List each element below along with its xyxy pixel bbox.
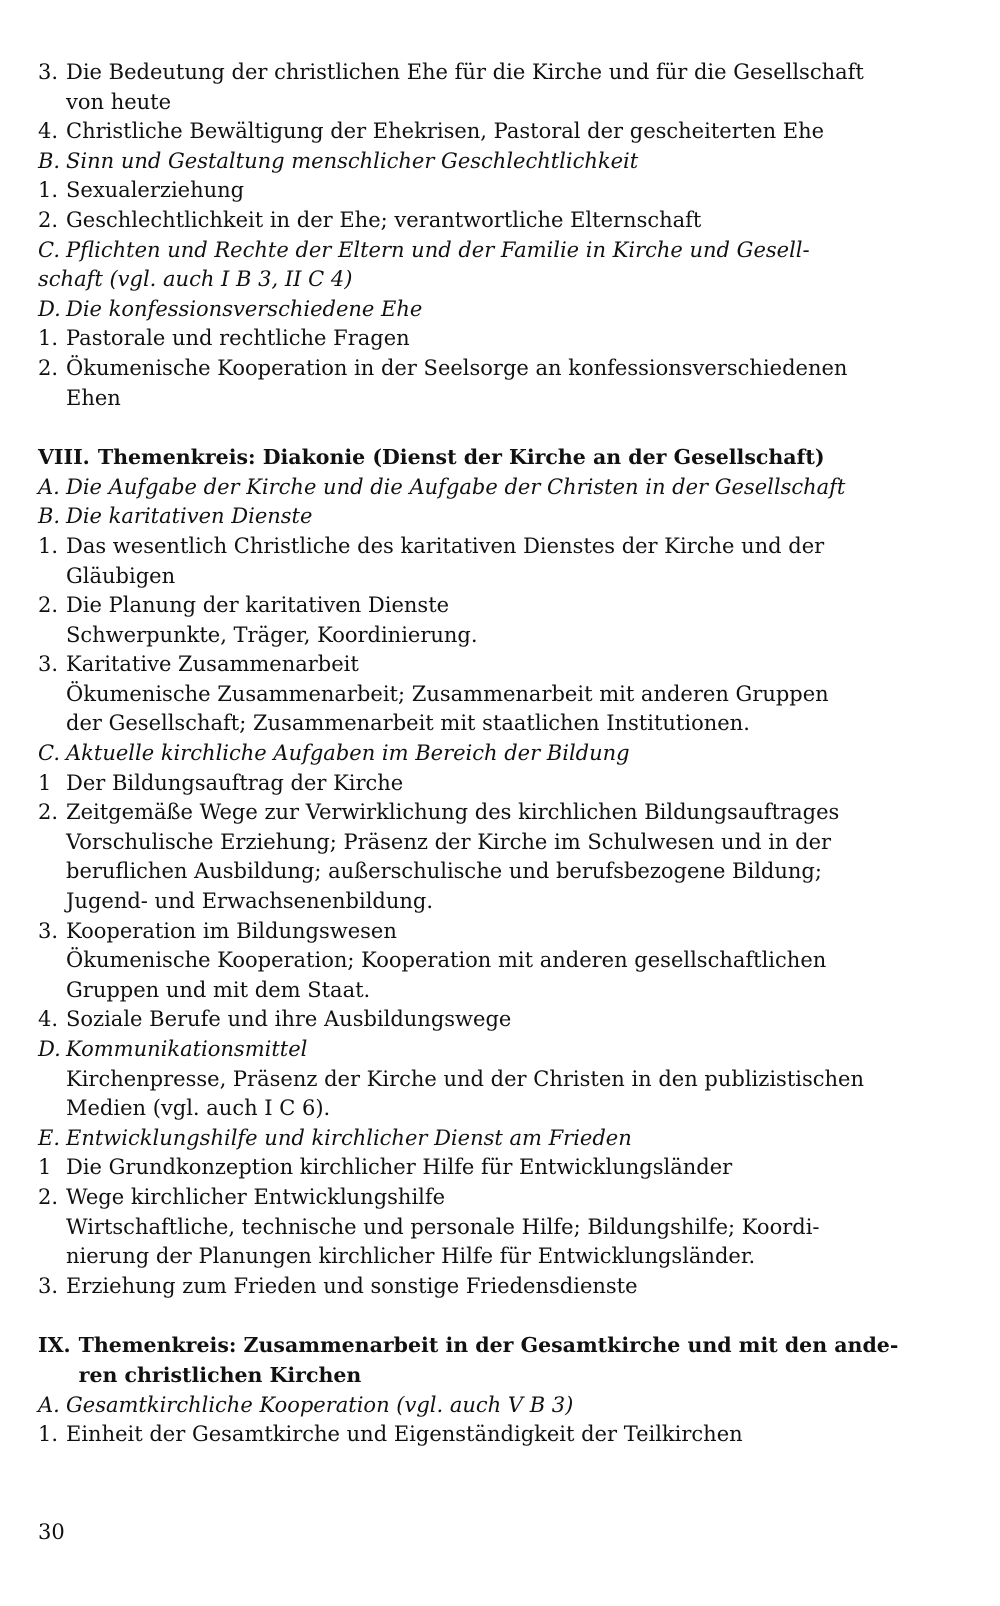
- text-line: Kirchenpresse, Präsenz der Kirche und der Christen in den publizistischen: [66, 1066, 864, 1091]
- section-title: Kommunikationsmittel: [66, 1037, 308, 1061]
- item-text: Soziale Berufe und ihre Ausbildungswege: [66, 1007, 512, 1032]
- item-number: 3.: [38, 60, 59, 84]
- text-line: Jugend- und Erwachsenenbildung.: [66, 889, 434, 914]
- text-line: Kooperation im Bildungswesen: [66, 918, 397, 943]
- list-item: [38, 176, 960, 206]
- item-text: Geschlechtlichkeit in der Ehe; verantwortliche Elternschaft: [66, 207, 702, 232]
- item-text: [66, 917, 960, 1006]
- text-line: ren christlichen Kirchen: [78, 1362, 362, 1387]
- list-item: [38, 354, 960, 413]
- section-letter: B.: [38, 148, 61, 173]
- section-body: [38, 1065, 960, 1124]
- text-line: Gruppen und mit dem Staat.: [66, 977, 371, 1002]
- section-title-continued: schaft (vgl. auch I B 3, II C 4): [38, 267, 353, 292]
- text-line: Wirtschaftliche, technische und personale Hilfe; Bildungshilfe; Koordi-: [66, 1214, 820, 1239]
- item-number: 1: [38, 770, 52, 795]
- list-item: [38, 206, 960, 236]
- section-heading: [38, 295, 960, 325]
- item-number: 2.: [38, 593, 59, 618]
- text-line: Schwerpunkte, Träger, Koordinierung.: [66, 622, 478, 647]
- list-item: [38, 58, 960, 117]
- chapter-number: VIII.: [38, 445, 90, 470]
- item-number: 2.: [38, 800, 59, 825]
- text-line: der Gesellschaft; Zusammenarbeit mit staatlichen Institutionen.: [66, 711, 750, 736]
- text-line: Ehen: [66, 385, 121, 410]
- section-letter: D.: [38, 1037, 61, 1061]
- list-item: [38, 769, 960, 799]
- item-number: 1.: [38, 533, 59, 558]
- section-letter: D.: [38, 296, 61, 321]
- list-item: [38, 324, 960, 354]
- list-item: [38, 1005, 960, 1035]
- item-text: Christliche Bewältigung der Ehekrisen, Pastoral der gescheiterten Ehe: [66, 119, 825, 144]
- page-number: 30: [38, 1520, 65, 1544]
- item-text: Erziehung zum Frieden und sonstige Friedensdienste: [66, 1273, 638, 1298]
- list-item: [38, 1272, 960, 1302]
- item-number: 3.: [38, 1273, 59, 1298]
- section-title: Die karitativen Dienste: [66, 504, 313, 529]
- text-line: Gläubigen: [66, 563, 176, 588]
- section-heading: [38, 147, 960, 177]
- list-item: [38, 591, 960, 650]
- item-number: 4.: [38, 119, 59, 144]
- list-item: [38, 1183, 960, 1272]
- item-text: Die Grundkonzeption kirchlicher Hilfe für Entwicklungsländer: [66, 1155, 733, 1180]
- list-item: [38, 117, 960, 147]
- section-heading: [38, 1124, 960, 1154]
- section-letter: E.: [38, 1125, 61, 1150]
- item-text: [66, 591, 960, 650]
- section-heading: [38, 1391, 960, 1421]
- text-line: beruflichen Ausbildung; außerschulische und berufsbezogene Bildung;: [66, 859, 822, 884]
- chapter-heading: [38, 443, 960, 473]
- item-text: [66, 532, 960, 591]
- item-number: 3.: [38, 918, 59, 943]
- text-line: Ökumenische Zusammenarbeit; Zusammenarbeit mit anderen Gruppen: [66, 681, 829, 706]
- item-text: Sexualerziehung: [66, 178, 245, 203]
- section-letter: A.: [38, 1392, 60, 1417]
- section-title: Die Aufgabe der Kirche und die Aufgabe der Christen in der Gesellschaft: [66, 474, 846, 499]
- list-item: [38, 532, 960, 591]
- item-number: 1.: [38, 326, 59, 351]
- item-text: Pastorale und rechtliche Fragen: [66, 326, 410, 351]
- text-line: Zeitgemäße Wege zur Verwirklichung des kirchlichen Bildungsauftrages: [66, 800, 840, 825]
- item-number: 2.: [38, 355, 59, 380]
- section-heading: [38, 739, 960, 769]
- item-text: [66, 798, 960, 916]
- item-number: 1.: [38, 178, 59, 203]
- text-line: Vorschulische Erziehung; Präsenz der Kirche im Schulwesen und in der: [66, 829, 832, 854]
- item-text: [66, 1183, 960, 1272]
- section-letter: B.: [38, 504, 61, 529]
- section-letter: A.: [38, 474, 60, 499]
- list-item: [38, 917, 960, 1006]
- item-number: 4.: [38, 1007, 59, 1032]
- text-line: von heute: [66, 89, 172, 114]
- text-line: Die Bedeutung der christlichen Ehe für die Kirche und für die Gesellschaft: [66, 60, 864, 84]
- spacer: [38, 1301, 960, 1331]
- text-line: Ökumenische Kooperation; Kooperation mit anderen gesellschaftlichen: [66, 948, 827, 973]
- section-title: Gesamtkirchliche Kooperation (vgl. auch V B 3): [66, 1392, 574, 1417]
- item-text: [66, 354, 960, 413]
- text-line: Medien (vgl. auch I C 6).: [66, 1096, 331, 1121]
- chapter-heading: [38, 1331, 960, 1390]
- text-line: Das wesentlich Christliche des karitativen Dienstes der Kirche und der: [66, 533, 825, 558]
- section-letter: C.: [38, 237, 60, 262]
- item-text: Einheit der Gesamtkirche und Eigenständigkeit der Teilkirchen: [66, 1422, 743, 1447]
- section-heading: [38, 1035, 960, 1065]
- list-item: [38, 1153, 960, 1183]
- item-number: 2.: [38, 207, 59, 232]
- section-title: [66, 236, 960, 266]
- section-heading: [38, 236, 960, 266]
- text-line: Themenkreis: Zusammenarbeit in der Gesamtkirche und mit den ande-: [78, 1333, 899, 1358]
- list-item: [38, 798, 960, 916]
- text-line: Ökumenische Kooperation in der Seelsorge an konfessionsverschiedenen: [66, 355, 848, 380]
- item-text: [66, 650, 960, 739]
- section-title: Aktuelle kirchliche Aufgaben im Bereich der Bildung: [66, 741, 630, 766]
- chapter-title: [79, 1331, 960, 1390]
- list-item: [38, 1420, 960, 1450]
- chapter-title: Themenkreis: Diakonie (Dienst der Kirche an der Gesellschaft): [97, 445, 825, 470]
- text-line: nierung der Planungen kirchlicher Hilfe für Entwicklungsländer.: [66, 1244, 756, 1269]
- section-heading: [38, 502, 960, 532]
- section-heading: [38, 473, 960, 503]
- section-title: Die konfessionsverschiedene Ehe: [66, 296, 423, 321]
- item-number: 1: [38, 1155, 52, 1180]
- item-text: Der Bildungsauftrag der Kirche: [66, 770, 404, 795]
- item-number: 1.: [38, 1422, 59, 1447]
- text-line: Pflichten und Rechte der Eltern und der Familie in Kirche und Gesell-: [66, 237, 810, 262]
- spacer: [38, 413, 960, 443]
- section-title: Entwicklungshilfe und kirchlicher Dienst am Frieden: [66, 1125, 632, 1150]
- text-line: Wege kirchlicher Entwicklungshilfe: [66, 1184, 446, 1209]
- section-letter: C.: [38, 741, 60, 766]
- text-line: Karitative Zusammenarbeit: [66, 652, 359, 677]
- item-text: [66, 58, 960, 117]
- item-number: 2.: [38, 1184, 59, 1209]
- text-line: Die Planung der karitativen Dienste: [66, 593, 450, 618]
- section-title: Sinn und Gestaltung menschlicher Geschlechtlichkeit: [66, 148, 639, 173]
- list-item: [38, 650, 960, 739]
- document-page: [38, 58, 960, 1450]
- item-number: 3.: [38, 652, 59, 677]
- chapter-number: IX.: [38, 1333, 71, 1358]
